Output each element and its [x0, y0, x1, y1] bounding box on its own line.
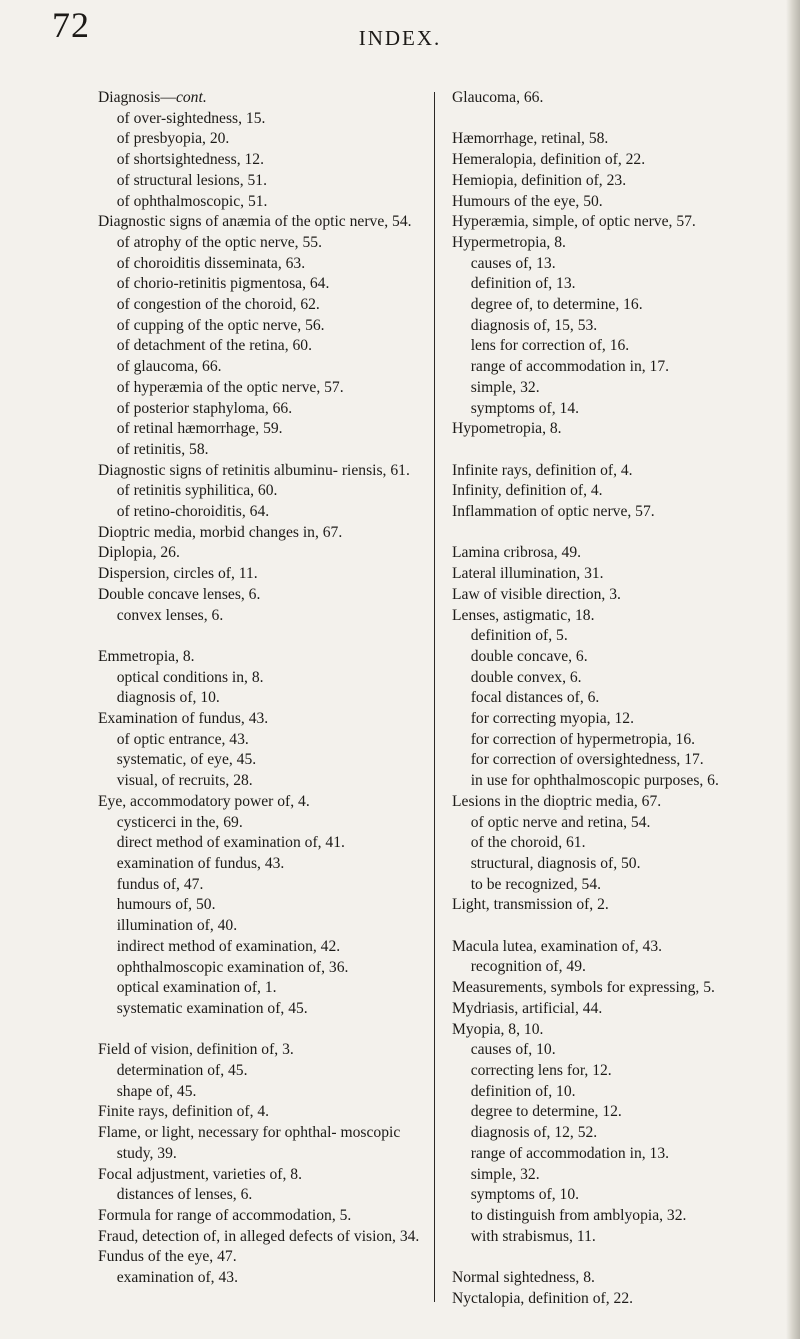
index-subentry [452, 957, 797, 978]
index-subentry [452, 771, 797, 792]
index-entry-text: Lenses, astigmatic, 18. [452, 606, 595, 624]
index-entry-text: Mydriasis, artificial, 44. [452, 999, 603, 1017]
index-subentry [452, 1227, 797, 1248]
index-entry-text: causes of, 13. [470, 254, 556, 272]
index-subentry [452, 1144, 797, 1165]
index-entry-text: fundus of, 47. [116, 875, 204, 893]
index-entry-text: double concave, 6. [470, 647, 588, 665]
index-subentry [98, 1268, 423, 1289]
index-entry-text: Myopia, 8, 10. [452, 1020, 544, 1038]
index-entry-text: of hyperæmia of the optic nerve, 57. [116, 378, 344, 396]
index-subentry [452, 1123, 797, 1144]
index-entry-text: range of accommodation in, 13. [470, 1144, 670, 1162]
index-entry-text: for correction of hypermetropia, 16. [470, 730, 696, 748]
index-entry-text: definition of, 10. [470, 1082, 576, 1100]
index-subentry [98, 171, 423, 192]
index-entry-text: systematic, of eye, 45. [116, 751, 257, 769]
index-subentry [98, 771, 423, 792]
index-entry [98, 564, 423, 585]
index-entry [452, 606, 797, 627]
section-gap [98, 1020, 423, 1041]
index-entry-text: Nyctalopia, definition of, 22. [452, 1289, 634, 1307]
index-entry-text: of choroiditis disseminata, 63. [116, 254, 306, 272]
index-entry-text: Law of visible direction, 3. [452, 585, 621, 603]
index-entry-text: determination of, 45. [116, 1062, 248, 1080]
index-entry-text: ophthalmoscopic examination of, 36. [116, 958, 349, 976]
index-entry [98, 792, 423, 813]
index-entry [98, 1227, 423, 1248]
index-entry [98, 523, 423, 544]
index-entry-text: Focal adjustment, varieties of, 8. [98, 1165, 302, 1183]
index-entry-text: examination of fundus, 43. [116, 855, 285, 872]
index-subentry [98, 440, 423, 461]
index-entry-text: Hyperæmia, simple, of optic nerve, 57. [452, 213, 696, 231]
index-entry-text: of retinitis syphilitica, 60. [116, 482, 278, 500]
index-entry-text: Light, transmission of, 2. [452, 896, 609, 914]
index-entry-text: examination of, 43. [116, 1269, 238, 1287]
index-entry [98, 543, 423, 564]
index-entry-text: of chorio-retinitis pigmentosa, 64. [116, 275, 330, 293]
index-entry-text: of atrophy of the optic nerve, 55. [116, 233, 322, 251]
index-entry-text: recognition of, 49. [470, 958, 586, 976]
index-entry [452, 192, 797, 213]
index-entry-text: Lateral illumination, 31. [452, 565, 604, 583]
index-subentry [452, 813, 797, 834]
index-entry-text: optical conditions in, 8. [116, 668, 264, 686]
index-subentry [452, 668, 797, 689]
index-subentry [452, 1040, 797, 1061]
index-entry [452, 543, 797, 564]
index-entry-text: simple, 32. [470, 378, 540, 396]
index-entry [452, 212, 797, 233]
index-entry [452, 1289, 797, 1310]
index-entry-text: of detachment of the retina, 60. [116, 337, 312, 355]
section-gap [452, 1247, 797, 1268]
index-subentry [98, 274, 423, 295]
index-entry-text: of retinitis, 58. [116, 440, 209, 458]
index-entry-text: of structural lesions, 51. [116, 171, 267, 189]
index-subentry [98, 502, 423, 523]
index-entry-text: focal distances of, 6. [470, 689, 600, 707]
index-subentry [98, 481, 423, 502]
index-entry-text: Fraud, detection of, in alleged defects of vision, 34. [98, 1227, 420, 1245]
index-subentry [452, 709, 797, 730]
index-subentry [98, 1082, 423, 1103]
index-subentry [452, 647, 797, 668]
index-entry-text: of the choroid, 61. [470, 834, 586, 852]
index-subentry [452, 1165, 797, 1186]
section-gap [452, 916, 797, 937]
index-subentry [452, 357, 797, 378]
index-entry [452, 233, 797, 254]
index-subentry [452, 1206, 797, 1227]
index-entry-text: for correction of oversightedness, 17. [470, 751, 704, 769]
index-entry-text: Measurements, symbols for expressing, 5. [452, 979, 715, 997]
index-entry-text: of optic entrance, 43. [116, 730, 249, 748]
index-entry-text: of optic nerve and retina, 54. [470, 813, 651, 831]
index-entry [452, 461, 797, 482]
index-entry-text: Humours of the eye, 50. [452, 192, 603, 210]
section-gap [452, 523, 797, 544]
index-entry-text: of presbyopia, 20. [116, 130, 230, 148]
index-entry-text: cysticerci in the, 69. [116, 813, 243, 831]
index-subentry [98, 357, 423, 378]
index-subentry [98, 192, 423, 213]
index-entry-text: Field of vision, definition of, 3. [98, 1041, 294, 1059]
index-entry [452, 978, 797, 999]
index-subentry [98, 295, 423, 316]
index-entry-text: of retinal hæmorrhage, 59. [116, 420, 283, 438]
index-entry [98, 1102, 423, 1123]
index-entry-text: Double concave lenses, 6. [98, 585, 261, 603]
index-entry [452, 895, 797, 916]
index-entry-text: Lesions in the dioptric media, 67. [452, 792, 662, 810]
index-entry [98, 461, 423, 482]
index-subentry [98, 316, 423, 337]
index-subentry [98, 606, 423, 627]
index-entry [452, 419, 797, 440]
index-entry-text: double convex, 6. [470, 668, 582, 686]
index-entry-text: convex lenses, 6. [116, 606, 224, 624]
index-entry-text: Hemeralopia, definition of, 22. [452, 151, 646, 169]
index-entry-text: humours of, 50. [116, 896, 216, 914]
index-entry [98, 1040, 423, 1061]
page-number: 72 [52, 5, 90, 45]
index-column-right [452, 88, 797, 1309]
index-entry [98, 1247, 423, 1268]
index-subentry [98, 999, 423, 1020]
index-entry [452, 502, 797, 523]
index-entry-text: Normal sightedness, 8. [452, 1269, 595, 1286]
index-entry-text: indirect method of examination, 42. [116, 937, 341, 955]
index-entry-text: to distinguish from amblyopia, 32. [470, 1206, 687, 1224]
index-subentry [98, 1061, 423, 1082]
index-subentry [98, 813, 423, 834]
index-subentry [452, 688, 797, 709]
index-entry-text: structural, diagnosis of, 50. [470, 854, 641, 872]
index-entry-text: for correcting myopia, 12. [470, 710, 634, 728]
index-entry [98, 1206, 423, 1227]
index-entry [452, 171, 797, 192]
index-subentry [452, 750, 797, 771]
index-entry-text: of congestion of the choroid, 62. [116, 296, 320, 314]
index-entry-text: to be recognized, 54. [470, 875, 602, 893]
index-subentry [98, 895, 423, 916]
index-subentry [98, 688, 423, 709]
index-subentry [452, 274, 797, 295]
index-entry-text: Glaucoma, 66. [452, 89, 544, 106]
index-entry-text: Diagnosis— [98, 89, 176, 106]
continued-marker: cont. [175, 89, 207, 106]
index-entry-text: Hemiopia, definition of, 23. [452, 171, 627, 189]
index-subentry [98, 730, 423, 751]
index-entry-text: diagnosis of, 15, 53. [470, 316, 598, 334]
index-entry [452, 792, 797, 813]
index-subentry [98, 668, 423, 689]
index-subentry [98, 254, 423, 275]
index-entry-text: systematic examination of, 45. [116, 999, 308, 1017]
index-entry-text: with strabismus, 11. [470, 1227, 596, 1245]
index-subentry [98, 958, 423, 979]
index-entry-text: Dioptric media, morbid changes in, 67. [98, 523, 343, 541]
index-entry-text: Diagnostic signs of retinitis albuminu- riensis, 61. [98, 461, 410, 479]
index-entry-text: Infinite rays, definition of, 4. [452, 461, 633, 479]
column-divider [434, 92, 435, 1302]
index-entry [452, 481, 797, 502]
index-entry-text: Flame, or light, necessary for ophthal- moscopic study, 39. [98, 1124, 401, 1162]
index-subentry [98, 750, 423, 771]
index-subentry [452, 1082, 797, 1103]
index-entry-text: diagnosis of, 12, 52. [470, 1124, 598, 1142]
index-entry-text: Hypometropia, 8. [452, 420, 562, 438]
index-entry-text: causes of, 10. [470, 1041, 556, 1059]
section-gap [98, 626, 423, 647]
index-entry [452, 585, 797, 606]
index-subentry [98, 109, 423, 130]
index-entry-text: Dispersion, circles of, 11. [98, 565, 258, 583]
index-entry-text: Inflammation of optic nerve, 57. [452, 503, 655, 521]
index-entry-text: of glaucoma, 66. [116, 358, 222, 376]
index-entry [452, 564, 797, 585]
index-subentry [98, 378, 423, 399]
index-subentry [452, 854, 797, 875]
index-entry-text: definition of, 13. [470, 275, 576, 293]
index-entry [452, 129, 797, 150]
index-subentry [452, 254, 797, 275]
index-entry-text: shape of, 45. [116, 1082, 197, 1100]
index-subentry [98, 399, 423, 420]
index-entry-text: illumination of, 40. [116, 917, 238, 935]
index-entry-text: degree of, to determine, 16. [470, 296, 643, 314]
index-entry-text: Examination of fundus, 43. [98, 710, 269, 728]
index-subentry [98, 937, 423, 958]
index-subentry [452, 626, 797, 647]
index-entry-text: of cupping of the optic nerve, 56. [116, 316, 325, 334]
index-entry-text: simple, 32. [470, 1165, 540, 1183]
index-entry-text: correcting lens for, 12. [470, 1061, 612, 1079]
index-subentry [98, 129, 423, 150]
index-subentry [98, 1185, 423, 1206]
index-subentry [452, 1061, 797, 1082]
index-entry-text: diagnosis of, 10. [116, 689, 220, 707]
index-column-left [98, 88, 423, 1289]
index-subentry [452, 1185, 797, 1206]
section-gap [452, 109, 797, 130]
index-entry-text: Diplopia, 26. [98, 544, 180, 562]
index-entry-text: distances of lenses, 6. [116, 1186, 253, 1204]
index-entry [98, 1123, 423, 1164]
index-subentry [452, 875, 797, 896]
index-entry [98, 647, 423, 668]
index-subentry [452, 295, 797, 316]
index-entry-text: of ophthalmoscopic, 51. [116, 192, 268, 210]
index-subentry [452, 378, 797, 399]
index-entry [98, 212, 423, 233]
index-entry [98, 88, 423, 109]
index-entry-text: Diagnostic signs of anæmia of the optic nerve, 54. [98, 213, 412, 231]
index-entry [452, 150, 797, 171]
page-edge-shadow [786, 0, 800, 1339]
index-subentry [98, 233, 423, 254]
index-entry-text: symptoms of, 10. [470, 1186, 580, 1204]
index-entry-text: of retino-choroiditis, 64. [116, 503, 270, 521]
index-entry-text: of posterior staphyloma, 66. [116, 399, 293, 417]
index-subentry [98, 854, 423, 875]
index-subentry [452, 336, 797, 357]
index-entry-text: Formula for range of accommodation, 5. [98, 1206, 352, 1224]
index-entry-text: Finite rays, definition of, 4. [98, 1103, 270, 1121]
index-subentry [452, 399, 797, 420]
index-subentry [98, 419, 423, 440]
index-entry-text: direct method of examination of, 41. [116, 834, 345, 852]
index-entry-text: of over-sightedness, 15. [116, 109, 266, 127]
index-subentry [452, 833, 797, 854]
index-entry-text: Eye, accommodatory power of, 4. [98, 792, 310, 810]
section-gap [452, 440, 797, 461]
index-entry [452, 937, 797, 958]
index-subentry [98, 833, 423, 854]
index-entry [98, 709, 423, 730]
index-entry [98, 1165, 423, 1186]
index-entry-text: Lamina cribrosa, 49. [452, 544, 582, 562]
index-entry-text: Hypermetropia, 8. [452, 233, 566, 251]
index-subentry [98, 336, 423, 357]
index-entry-text: Hæmorrhage, retinal, 58. [452, 130, 609, 148]
index-entry-text: of shortsightedness, 12. [116, 151, 264, 169]
index-entry-text: Fundus of the eye, 47. [98, 1248, 237, 1266]
index-entry-text: visual, of recruits, 28. [116, 772, 253, 790]
index-entry-text: definition of, 5. [470, 627, 568, 645]
index-entry-text: Emmetropia, 8. [98, 647, 195, 665]
index-entry-text: Macula lutea, examination of, 43. [452, 937, 663, 955]
index-subentry [98, 150, 423, 171]
index-entry [452, 88, 797, 109]
index-entry [452, 1268, 797, 1289]
index-subentry [98, 875, 423, 896]
index-entry-text: symptoms of, 14. [470, 399, 580, 417]
index-entry-text: range of accommodation in, 17. [470, 358, 670, 376]
index-entry [452, 999, 797, 1020]
index-subentry [452, 316, 797, 337]
index-subentry [452, 730, 797, 751]
index-subentry [98, 916, 423, 937]
index-entry [98, 585, 423, 606]
index-entry-text: optical examination of, 1. [116, 979, 277, 997]
index-entry-text: lens for correction of, 16. [470, 337, 630, 355]
index-entry-text: degree to determine, 12. [470, 1103, 622, 1121]
index-entry [452, 1020, 797, 1041]
running-head: INDEX. [358, 26, 442, 50]
index-subentry [98, 978, 423, 999]
index-entry-text: Infinity, definition of, 4. [452, 482, 603, 500]
index-subentry [452, 1102, 797, 1123]
index-entry-text: in use for ophthalmoscopic purposes, 6. [470, 772, 719, 790]
